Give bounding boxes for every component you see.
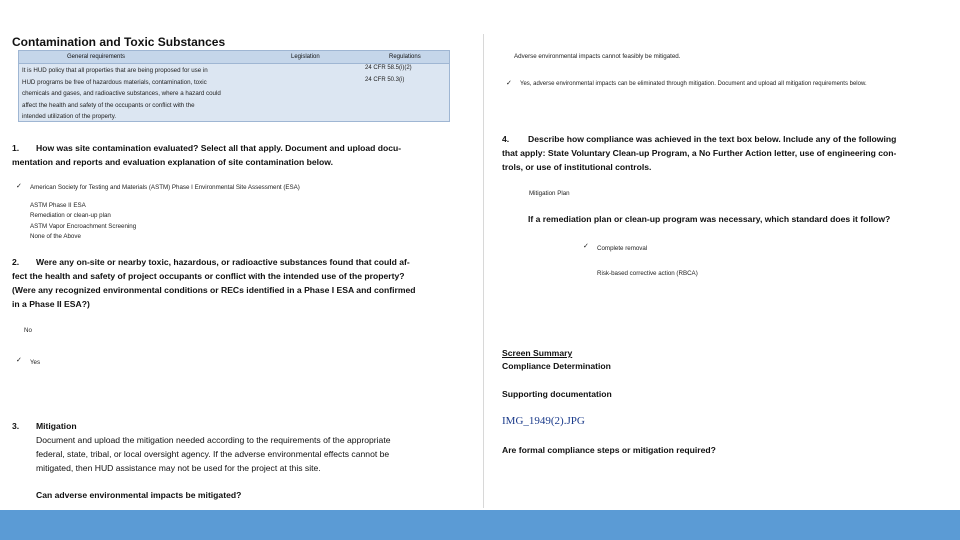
table-header (19, 51, 449, 64)
regulation-cell: 24 CFR 50.3(i) (365, 77, 405, 83)
attachment-link[interactable]: IMG_1949(2).JPG (502, 415, 585, 427)
screen-summary-heading: Screen Summary (502, 348, 573, 358)
q4-line3: trols, or use of institutional controls. (502, 162, 652, 172)
checkmark-icon: ✓ (506, 80, 512, 87)
q3-line3: mitigated, then HUD assistance may not be used for the project at this site. (36, 463, 321, 473)
formal-compliance-question: Are formal compliance steps or mitigation required? (502, 445, 716, 455)
checkmark-icon: ✓ (16, 183, 22, 190)
q1-text-line1: How was site contamination evaluated? Select all that apply. Document and upload docu- (36, 143, 402, 153)
q1-option[interactable]: None of the Above (30, 233, 81, 240)
q3-sub-question: Can adverse environmental impacts be mitigated? (36, 490, 242, 500)
q2-number: 2. (12, 257, 20, 267)
option-cannot-mitigate[interactable]: Adverse environmental impacts cannot feasibly be mitigated. (514, 53, 681, 60)
table-line: chemicals and gases, and radioactive substances, where a hazard could (22, 90, 221, 98)
compliance-determination: Compliance Determination (502, 361, 611, 371)
q1-number: 1. (12, 143, 20, 153)
q3-line2: federal, state, tribal, or local oversight agency. If the adverse environmental effects cannot be (36, 449, 390, 459)
q2-line1: Were any on-site or nearby toxic, hazardous, or radioactive substances found that could af- (36, 257, 410, 267)
option-complete-removal[interactable]: Complete removal (597, 245, 648, 252)
checkmark-icon: ✓ (583, 243, 589, 250)
header-general: General requirements (67, 54, 126, 60)
q2-line3: (Were any recognized environmental conditions or RECs identified in a Phase I ESA and confirmed (12, 285, 416, 295)
standard-question: If a remediation plan or clean-up program was necessary, which standard does it follow? (528, 214, 891, 224)
header-regulations: Regulations (389, 54, 421, 60)
requirements-table (18, 50, 450, 122)
q2-option-no[interactable]: No (24, 327, 32, 334)
header-legislation: Legislation (291, 54, 320, 60)
q3-heading: Mitigation (36, 421, 77, 431)
q3-number: 3. (12, 421, 20, 431)
table-line: HUD programs be free of hazardous materials, contamination, toxic (22, 78, 207, 86)
q2-line4: in a Phase II ESA?) (12, 299, 90, 309)
q2-option-yes[interactable]: Yes (30, 359, 41, 366)
q4-line1: Describe how compliance was achieved in the text box below. Include any of the following (528, 134, 897, 144)
q1-option[interactable]: Remediation or clean-up plan (30, 212, 111, 219)
table-line: intended utilization of the property. (22, 113, 117, 121)
q4-number: 4. (502, 134, 510, 144)
checkmark-icon: ✓ (16, 357, 22, 364)
q1-option[interactable]: ASTM Vapor Encroachment Screening (30, 223, 137, 230)
mitigation-plan-label: Mitigation Plan (529, 190, 570, 197)
q3-body (36, 433, 476, 475)
q1-option[interactable]: ASTM Phase II ESA (30, 202, 86, 209)
q3-line1: Document and upload the mitigation needed according to the requirements of the appropriate (36, 435, 391, 445)
supporting-documentation: Supporting documentation (502, 389, 612, 399)
q4-line2: that apply: State Voluntary Clean-up Program, a No Further Action letter, use of engineering con- (502, 148, 897, 158)
regulation-cell: 24 CFR 58.5(i)(2) (365, 65, 412, 71)
q2-line2: fect the health and safety of project occupants or conflict with the intended use of the property? (12, 271, 405, 281)
table-line: affect the health and safety of the occupants or conflict with the (22, 101, 195, 109)
option-can-mitigate[interactable]: Yes, adverse environmental impacts can be eliminated through mitigation. Document and upload all mitigation requirements below. (520, 81, 867, 87)
column-divider (483, 34, 484, 508)
footer-bar (0, 510, 960, 540)
table-line: It is HUD policy that all properties that are being proposed for use in (22, 67, 208, 74)
table-body-text (22, 65, 252, 123)
section-title: Contamination and Toxic Substances (12, 35, 226, 49)
option-rbca[interactable]: Risk-based corrective action (RBCA) (597, 270, 698, 277)
q1-text-line2: mentation and reports and evaluation explanation of site contamination below. (12, 157, 334, 167)
q1-option-selected[interactable]: American Society for Testing and Materials (ASTM) Phase I Environmental Site Assessment (ESA) (30, 184, 300, 191)
